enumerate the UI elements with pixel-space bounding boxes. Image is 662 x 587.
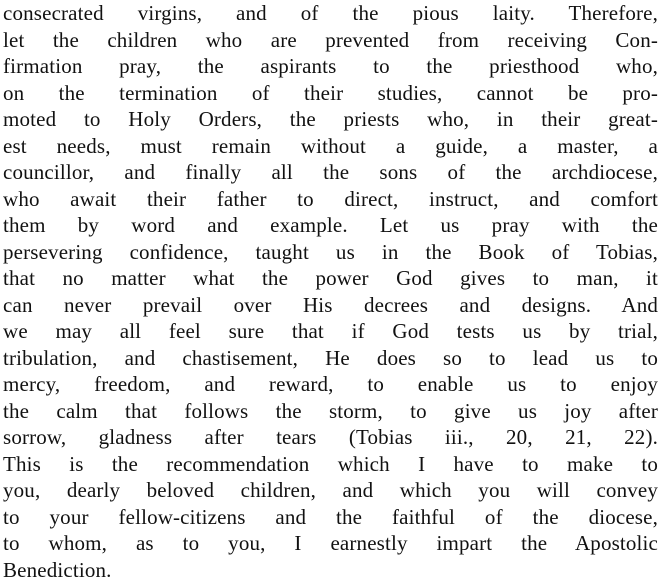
text-line: This is the recommendation which I have to make to [3,451,658,476]
text-line: let the children who are prevented from receiving Con- [3,27,658,52]
text-line: persevering confidence, taught us in the Book of Tobias, [3,239,658,264]
text-line: can never prevail over His decrees and designs. And [3,292,658,317]
text-line: them by word and example. Let us pray with the [3,213,658,237]
text-line: to whom, as to you, I earnestly impart the Apostolic [3,531,658,555]
text-line: that no matter what the power God gives to man, it [3,266,658,290]
text-line: on the termination of their studies, cannot be pro- [3,80,658,105]
text-line: firmation pray, the aspirants to the priesthood who, [3,54,658,78]
text-line: you, dearly beloved children, and which you will convey [3,478,658,502]
text-line: tribulation, and chastisement, He does so to lead us to [3,345,658,370]
text-line: to your fellow-citizens and the faithful of the diocese, [3,504,658,529]
document-page [3,0,658,587]
text-line: who await their father to direct, instruct, and comfort [3,186,658,211]
text-line: sorrow, gladness after tears (Tobias iii., 20, 21, 22). [3,425,658,449]
text-line: est needs, must remain without a guide, a master, a [3,133,658,158]
text-line: we may all feel sure that if God tests us by trial, [3,319,658,343]
text-line: consecrated virgins, and of the pious laity. Therefore, [3,1,658,25]
text-line: moted to Holy Orders, the priests who, in their great- [3,107,658,131]
text-line: the calm that follows the storm, to give us joy after [3,398,658,423]
text-line: councillor, and finally all the sons of the archdiocese, [3,160,658,184]
text-line: mercy, freedom, and reward, to enable us to enjoy [3,372,658,396]
text-line-last: Benediction. [3,557,112,582]
